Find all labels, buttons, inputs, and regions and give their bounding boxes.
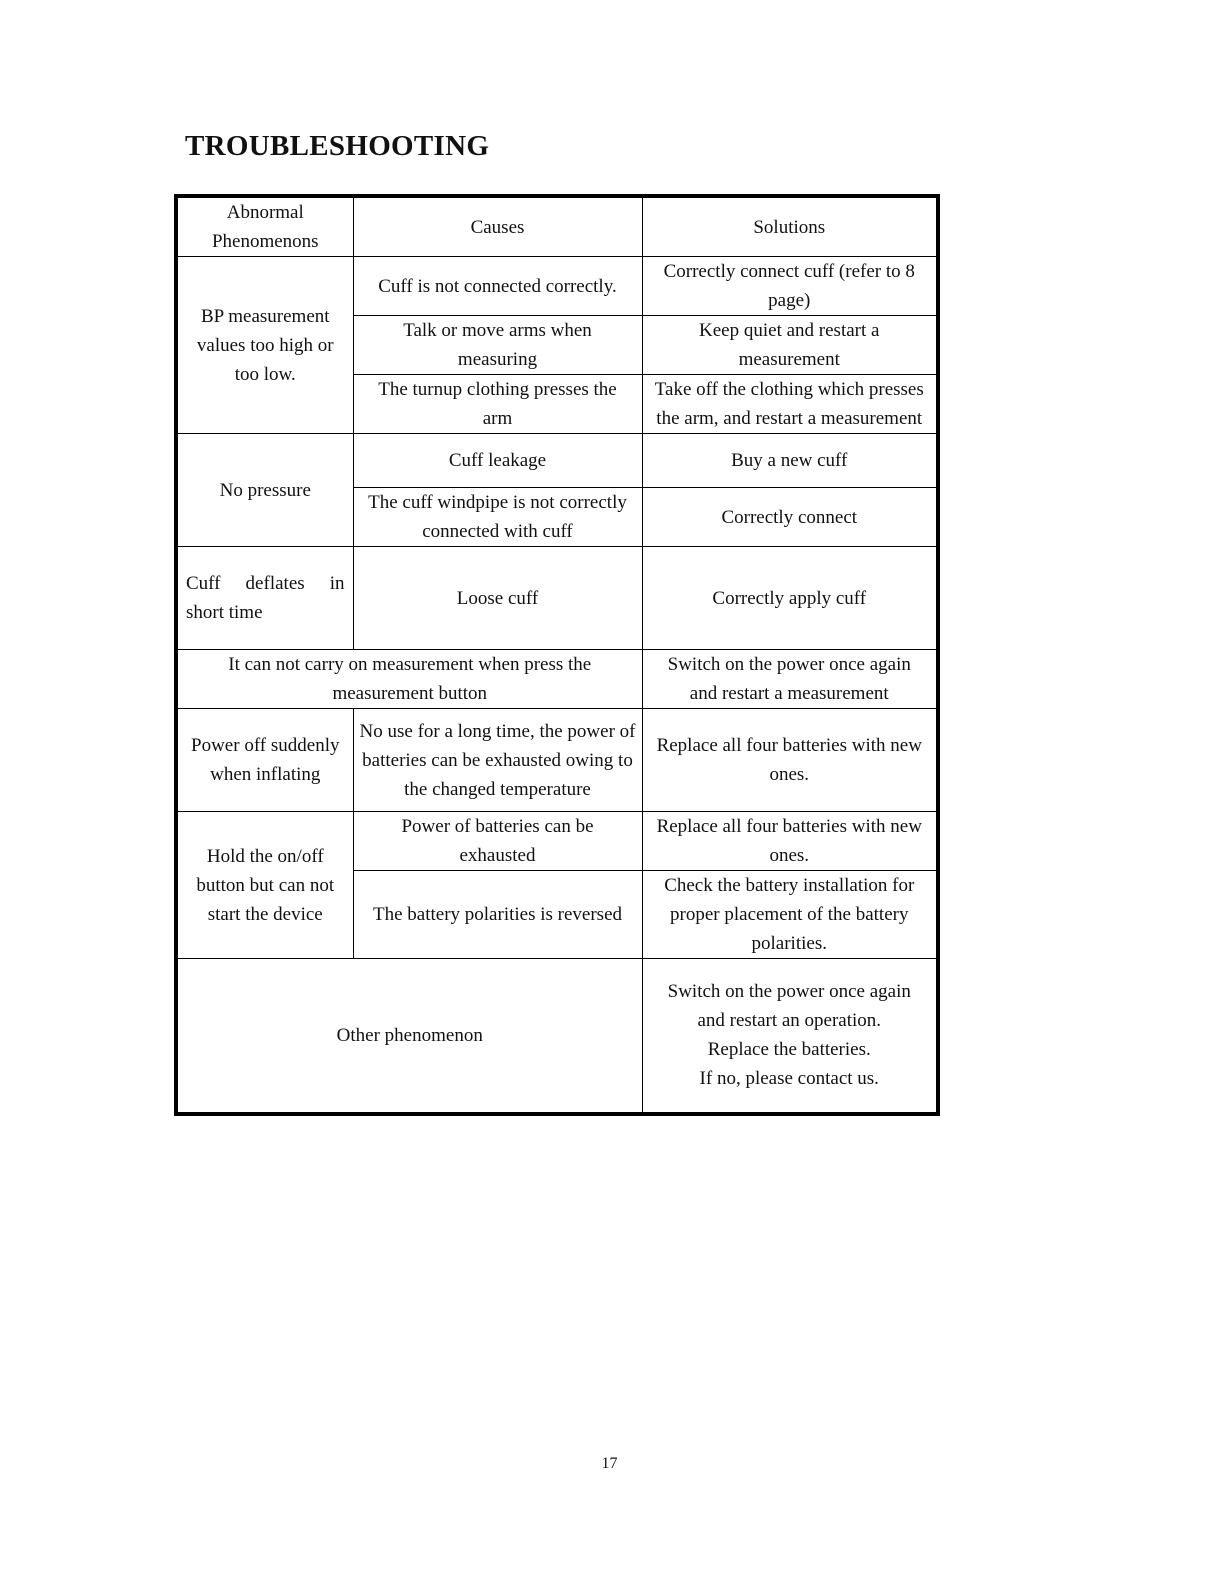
solution-text: Switch on the power once again and restart an operation. Replace the batteries. If no, please contact us.	[667, 981, 911, 1090]
troubleshooting-table	[174, 194, 940, 1116]
solution-cell: Switch on the power once again and restart a measurement	[642, 650, 938, 709]
cause-cell: Cuff is not connected correctly.	[353, 257, 642, 316]
header-solutions: Solutions	[642, 196, 938, 257]
solution-cell: Replace all four batteries with new ones.	[642, 812, 938, 871]
cause-cell: The cuff windpipe is not correctly connected with cuff	[353, 488, 642, 547]
solution-cell	[642, 959, 938, 1114]
phenomenon-cell: BP measurement values too high or too low.	[176, 257, 353, 434]
solution-cell: Correctly connect	[642, 488, 938, 547]
table-header-row	[176, 196, 938, 257]
cause-cell: Cuff leakage	[353, 434, 642, 488]
merged-phenomenon-cell: It can not carry on measurement when press the measurement button	[176, 650, 642, 709]
table-row	[176, 650, 938, 709]
solution-cell: Take off the clothing which presses the arm, and restart a measurement	[642, 375, 938, 434]
solution-cell: Check the battery installation for proper placement of the battery polarities.	[642, 871, 938, 959]
table-row	[176, 709, 938, 812]
cause-cell: Talk or move arms when measuring	[353, 316, 642, 375]
table-row	[176, 812, 938, 871]
table-row	[176, 547, 938, 650]
cause-cell: The battery polarities is reversed	[353, 871, 642, 959]
solution-cell: Buy a new cuff	[642, 434, 938, 488]
table-row	[176, 959, 938, 1114]
table-row	[176, 434, 938, 488]
solution-cell: Replace all four batteries with new ones.	[642, 709, 938, 812]
cause-cell: No use for a long time, the power of batteries can be exhausted owing to the changed temperature	[353, 709, 642, 812]
solution-cell: Keep quiet and restart a measurement	[642, 316, 938, 375]
cause-cell: Power of batteries can be exhausted	[353, 812, 642, 871]
cause-cell: Loose cuff	[353, 547, 642, 650]
page-number: 17	[601, 1455, 618, 1472]
header-causes: Causes	[353, 196, 642, 257]
phenomenon-cell: Cuff deflates in short time	[176, 547, 353, 650]
page-title: TROUBLESHOOTING	[185, 130, 490, 162]
phenomenon-cell: No pressure	[176, 434, 353, 547]
solution-cell: Correctly connect cuff (refer to 8 page)	[642, 257, 938, 316]
merged-phenomenon-cell: Other phenomenon	[176, 959, 642, 1114]
table-row	[176, 257, 938, 316]
header-phenomenon: Abnormal Phenomenons	[176, 196, 353, 257]
cause-cell: The turnup clothing presses the arm	[353, 375, 642, 434]
solution-cell: Correctly apply cuff	[642, 547, 938, 650]
phenomenon-cell: Hold the on/off button but can not start the device	[176, 812, 353, 959]
phenomenon-cell: Power off suddenly when inflating	[176, 709, 353, 812]
